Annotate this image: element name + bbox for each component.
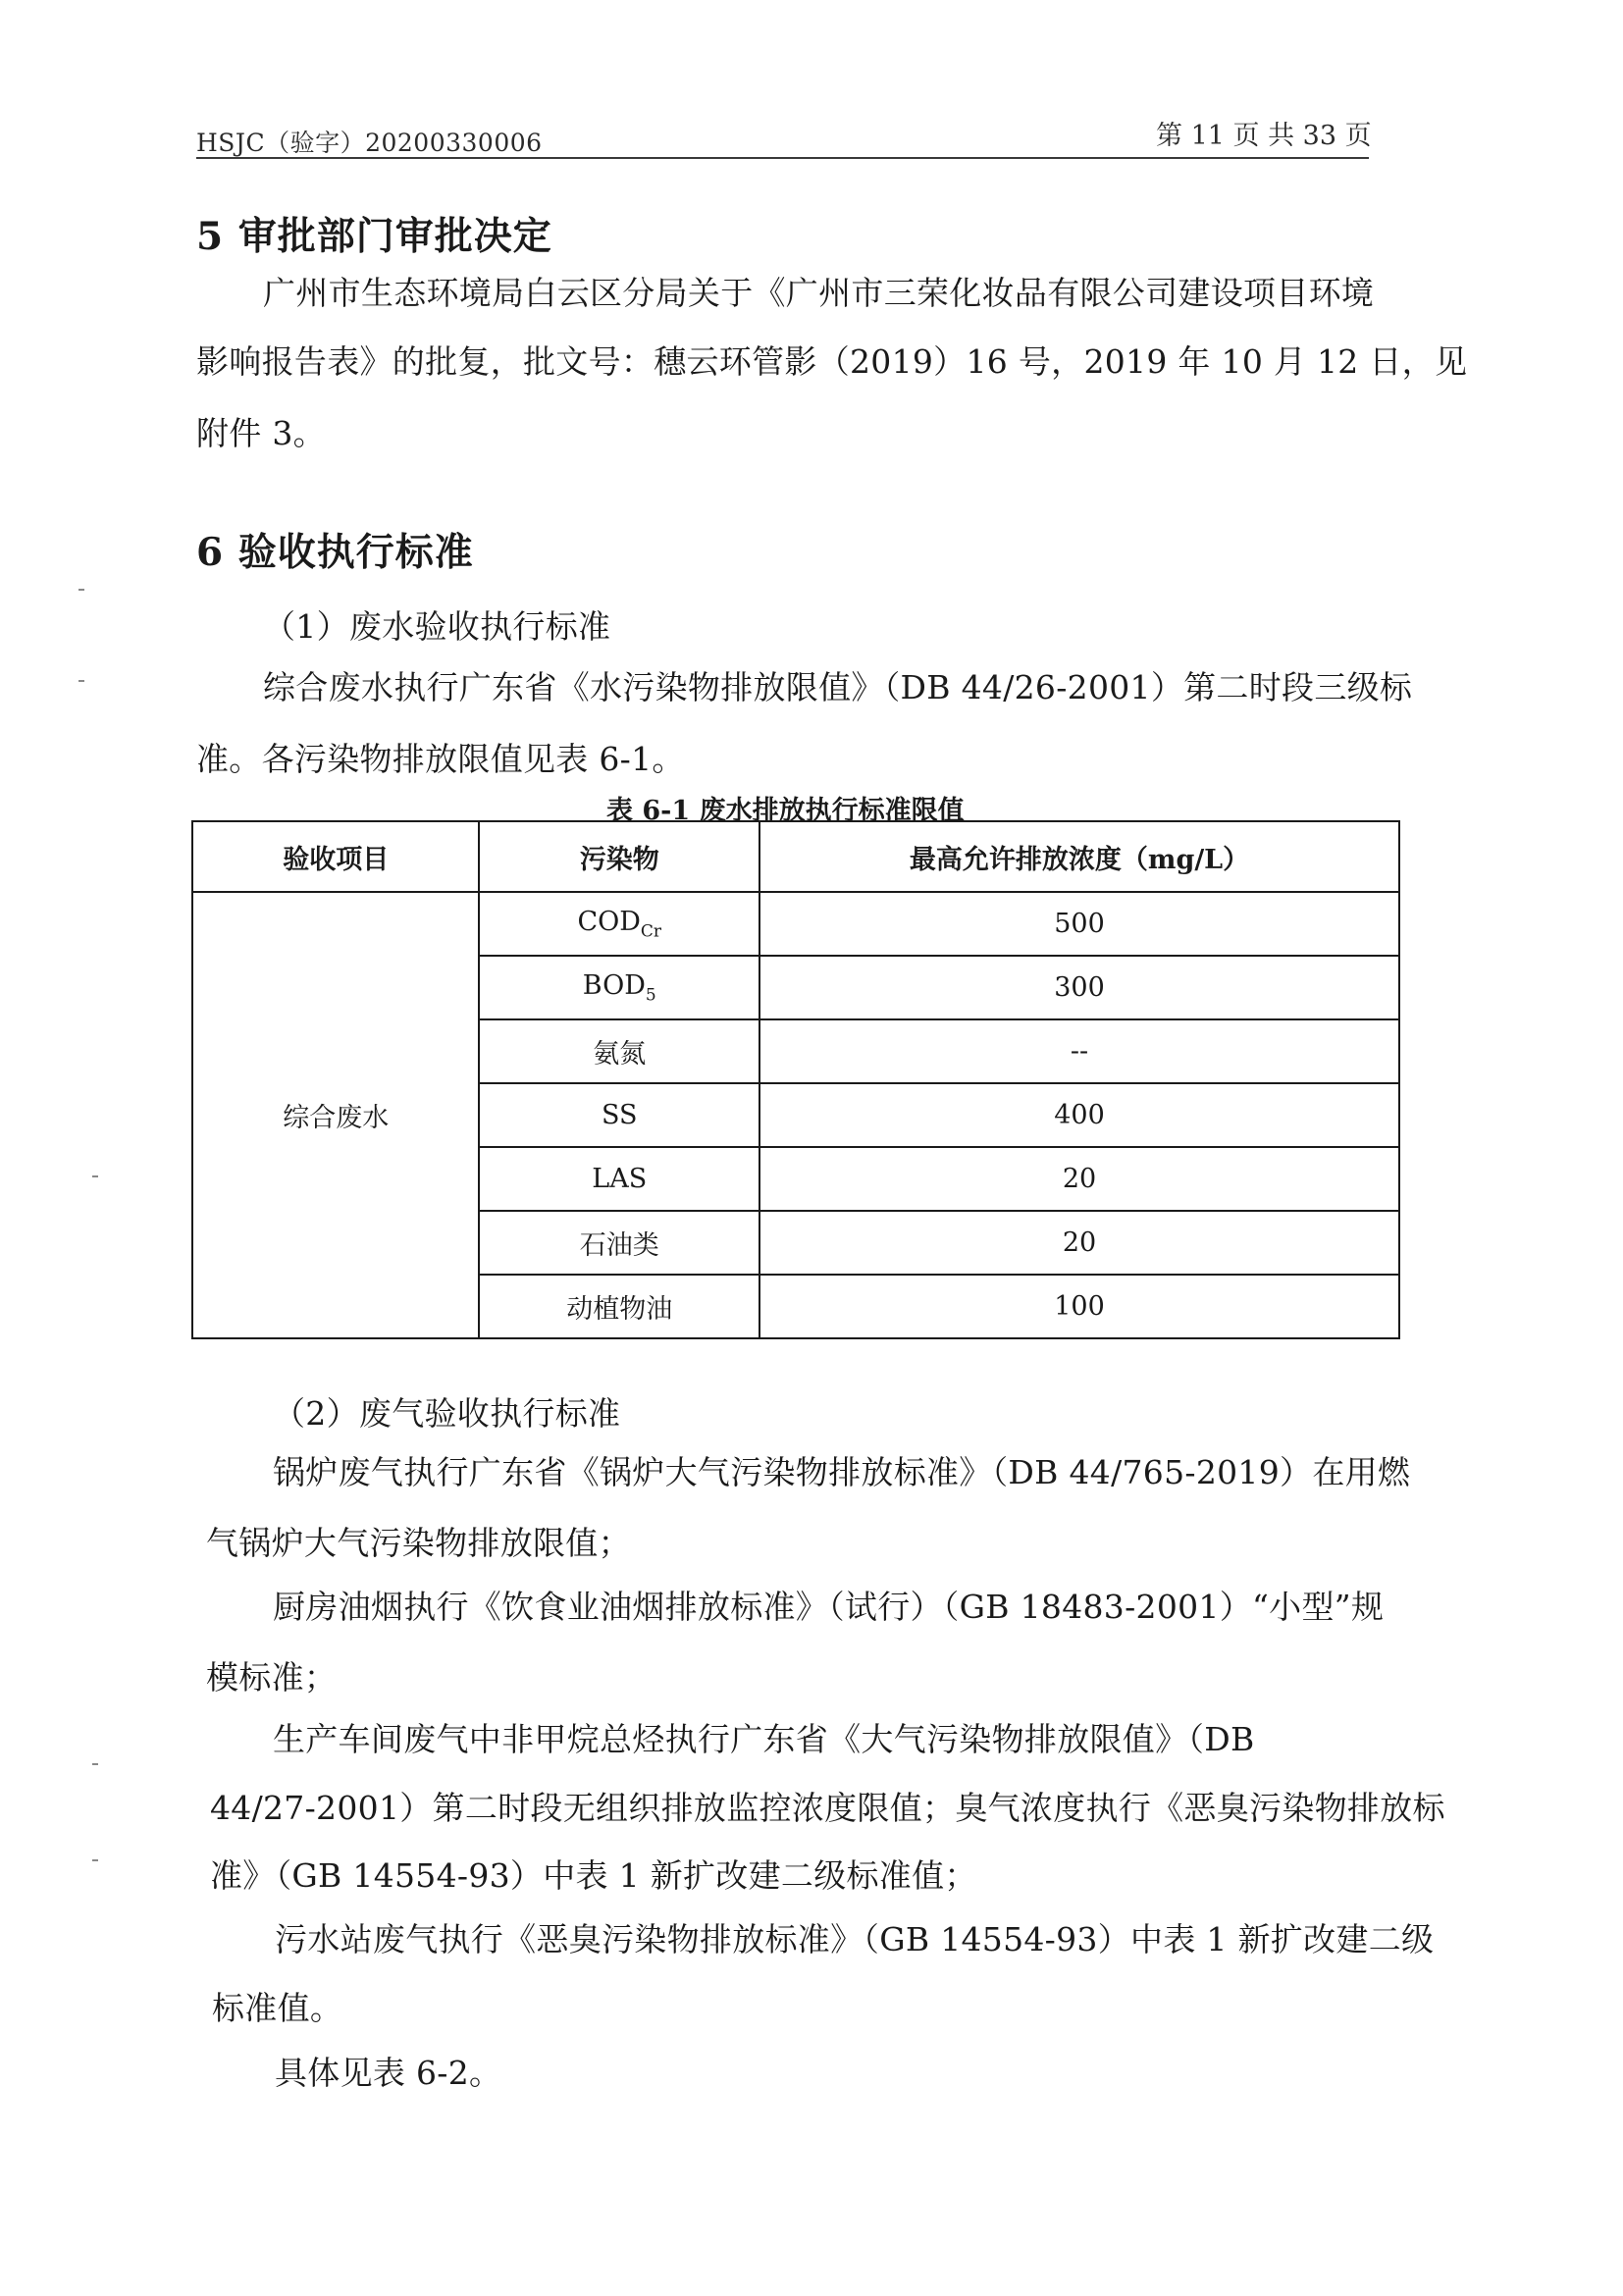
section-5-line-3: 附件 3。 (196, 414, 326, 452)
table-row (192, 892, 1399, 956)
kitchen-para-line-1: 厨房油烟执行《饮食业油烟排放标准》（试行）（GB 18483-2001）“小型”规 (273, 1588, 1385, 1626)
scan-speck (92, 1763, 98, 1765)
pollutant-cell: $BOD_5$ (479, 956, 759, 1019)
workshop-para-line-1: 生产车间废气中非甲烷总烃执行广东省《大气污染物排放限值》（DB (273, 1720, 1255, 1758)
section-5-line-1: 广州市生态环境局白云区分局关于《广州市三荣化妆品有限公司建设项目环境 (263, 274, 1375, 312)
page-number: 第 11 页 共 33 页 (1156, 121, 1372, 151)
scan-speck (79, 589, 84, 591)
value-cell: 500 (759, 892, 1399, 956)
scan-speck (92, 1175, 98, 1177)
boiler-para-line-2: 气锅炉大气污染物排放限值； (206, 1524, 631, 1562)
table-header-row (192, 821, 1399, 892)
sewage-station-para-line-2: 标准值。 (212, 1989, 343, 2027)
wastewater-para-line-2: 准。各污染物排放限值见表 6-1。 (196, 740, 685, 778)
group-cell: 综合废水 (192, 892, 479, 1338)
wastewater-subheading: （1）废水验收执行标准 (263, 607, 611, 646)
sewage-station-para-line-1: 污水站废气执行《恶臭污染物排放标准》（GB 14554-93）中表 1 新扩改建二级 (275, 1920, 1435, 1958)
value-cell: 300 (759, 956, 1399, 1019)
header-pollutant: 污染物 (479, 821, 759, 892)
workshop-para-line-3: 准》（GB 14554-93）中表 1 新扩改建二级标准值； (210, 1856, 977, 1895)
boiler-para-line-1: 锅炉废气执行广东省《锅炉大气污染物排放标准》（DB 44/765-2019）在用燃 (273, 1453, 1411, 1491)
pollutant-cell: $COD_{Cr}$ (479, 892, 759, 956)
value-cell: 20 (759, 1147, 1399, 1211)
wastewater-standard-table (191, 820, 1400, 1339)
kitchen-para-line-2: 模标准； (206, 1658, 338, 1696)
pollutant-cell: 氨氮 (479, 1019, 759, 1083)
header-max-concentration: 最高允许排放浓度（mg/L） (759, 821, 1399, 892)
scan-speck (79, 680, 84, 682)
header-rule (196, 157, 1369, 159)
value-cell: 100 (759, 1275, 1399, 1338)
section-6-title: 6 验收执行标准 (196, 530, 474, 575)
pollutant-cell: LAS (479, 1147, 759, 1211)
section-5-line-2: 影响报告表》的批复，批文号：穗云环管影（2019）16 号，2019 年 10 月 12 日，见 (196, 342, 1468, 381)
header-acceptance-item: 验收项目 (192, 821, 479, 892)
table-caption: 表 6-1 废水排放执行标准限值 (606, 796, 965, 826)
waste-gas-subheading: （2）废气验收执行标准 (273, 1394, 621, 1433)
workshop-para-line-2: 44/27-2001）第二时段无组织排放监控浓度限值；臭气浓度执行《恶臭污染物排放标 (210, 1789, 1445, 1827)
scan-speck (92, 1859, 98, 1861)
value-cell: 20 (759, 1211, 1399, 1275)
document-number: HSJC（验字）20200330006 (196, 129, 543, 157)
pollutant-cell: SS (479, 1083, 759, 1147)
section-5-title: 5 审批部门审批决定 (196, 214, 552, 259)
pollutant-cell: 石油类 (479, 1211, 759, 1275)
value-cell: 400 (759, 1083, 1399, 1147)
pollutant-cell: 动植物油 (479, 1275, 759, 1338)
value-cell: -- (759, 1019, 1399, 1083)
wastewater-para-line-1: 综合废水执行广东省《水污染物排放限值》（DB 44/26-2001）第二时段三级标 (263, 668, 1413, 706)
see-table-note: 具体见表 6-2。 (275, 2054, 502, 2092)
